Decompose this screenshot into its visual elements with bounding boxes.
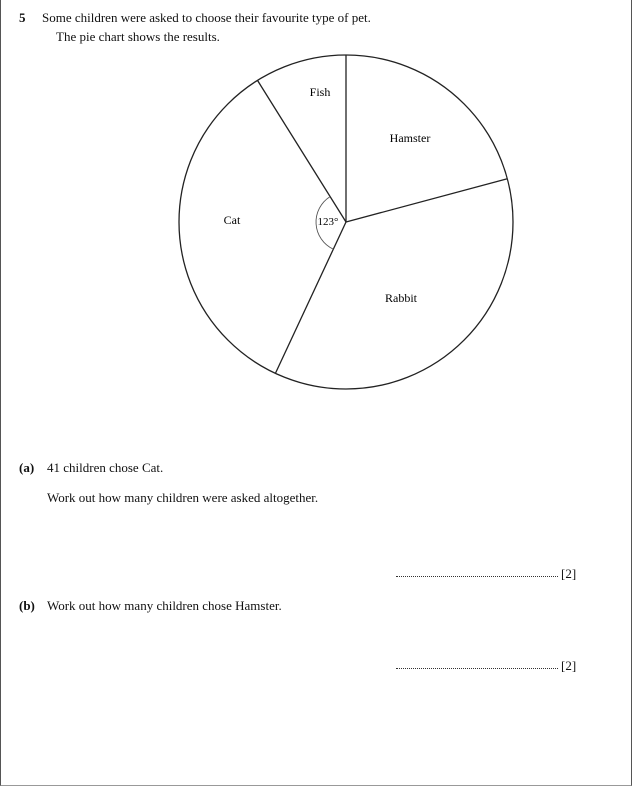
slice-label-cat: Cat — [223, 213, 241, 227]
part-a-text: 41 children chose Cat. — [47, 460, 164, 475]
pie-divider-1 — [346, 179, 507, 222]
question-subtext: The pie chart shows the results. — [56, 29, 220, 44]
part-b-marks: [2] — [561, 658, 577, 673]
pie-divider-3 — [258, 80, 347, 222]
slice-label-fish: Fish — [309, 85, 331, 99]
part-a-instruction: Work out how many children were asked altogether. — [47, 490, 319, 505]
part-b-label: (b) — [19, 598, 35, 613]
part-a-marks: [2] — [561, 566, 577, 581]
question-number: 5 — [19, 10, 26, 25]
slice-label-hamster: Hamster — [389, 131, 431, 145]
part-b-answer-line[interactable] — [396, 668, 558, 669]
pie-divider-2 — [275, 222, 346, 373]
question-text: Some children were asked to choose their favourite type of pet. — [42, 10, 371, 25]
part-a-answer-line[interactable] — [396, 576, 558, 577]
angle-label-cat: 123° — [317, 216, 339, 228]
pie-dividers — [258, 55, 508, 373]
part-a-label: (a) — [19, 460, 35, 475]
part-b-text: Work out how many children chose Hamster. — [47, 598, 282, 613]
slice-label-rabbit: Rabbit — [385, 291, 417, 305]
